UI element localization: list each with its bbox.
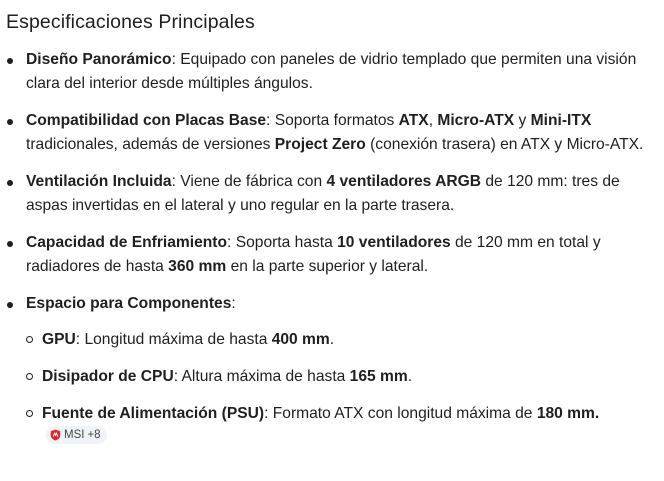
chip-count: +8 (87, 429, 101, 441)
chip-source: MSI (64, 429, 85, 441)
source-chip[interactable] (46, 426, 107, 444)
bold-text: 10 ventiladores (337, 234, 451, 251)
item-text: : Equipado con paneles de vidrio templado que permiten una visión clara del interior desde múltiples ángulos. (26, 51, 637, 92)
item-text: : Formato ATX con longitud máxima de (264, 405, 537, 422)
item-label: Diseño Panorámico (26, 51, 172, 68)
item-text: : Viene de fábrica con (171, 173, 327, 190)
item-text: . (329, 331, 335, 348)
sub-item-cpu (26, 365, 622, 389)
bold-text: 4 ventiladores ARGB (326, 173, 482, 190)
bold-text: 400 mm (271, 331, 330, 348)
item-text: (conexión trasera) en ATX y Micro-ATX. (365, 136, 644, 153)
bold-text: Micro-ATX (437, 112, 515, 129)
sub-list (26, 328, 646, 450)
sub-item-gpu (26, 328, 622, 352)
item-label: Capacidad de Enfriamiento (26, 234, 228, 251)
item-text: . (407, 368, 413, 385)
list-item-design (6, 48, 646, 96)
item-text: de 120 mm: tres de aspas invertidas en el lateral y uno regular en la parte trasera. (26, 173, 620, 214)
item-label: Fuente de Alimentación (PSU) (42, 405, 265, 422)
section-heading: Especificaciones Principales (6, 11, 255, 33)
item-text: de 120 mm en total y radiadores de hasta (26, 234, 601, 275)
sub-item-psu (26, 402, 622, 450)
item-text: : Longitud máxima de hasta (75, 331, 272, 348)
list-item-ventilation (6, 170, 646, 218)
spec-list (6, 48, 664, 450)
item-label: Espacio para Componentes (26, 295, 232, 312)
list-item-space (6, 292, 646, 450)
bold-text: Mini-ITX (530, 112, 592, 129)
bold-text: 165 mm (349, 368, 408, 385)
item-text: : Altura máxima de hasta (173, 368, 350, 385)
bold-text: ATX (398, 112, 429, 129)
item-text: : Soporta formatos (266, 112, 399, 129)
item-text: : Soporta hasta (227, 234, 338, 251)
item-text: en la parte superior y lateral. (226, 258, 429, 275)
list-item-cooling (6, 231, 646, 279)
item-text: tradicionales, además de versiones (26, 136, 275, 153)
item-text: y (514, 112, 531, 129)
bold-text: Project Zero (274, 136, 366, 153)
item-label: Disipador de CPU (42, 368, 174, 385)
list-item-motherboard (6, 109, 646, 157)
msi-shield-icon (50, 429, 61, 441)
item-label: Ventilación Incluida (26, 173, 172, 190)
bold-text: 180 mm. (536, 405, 600, 422)
item-text: : (231, 295, 236, 312)
item-label: GPU (42, 331, 76, 348)
item-label: Compatibilidad con Placas Base (26, 112, 267, 129)
item-text: , (428, 112, 438, 129)
bold-text: 360 mm (168, 258, 227, 275)
